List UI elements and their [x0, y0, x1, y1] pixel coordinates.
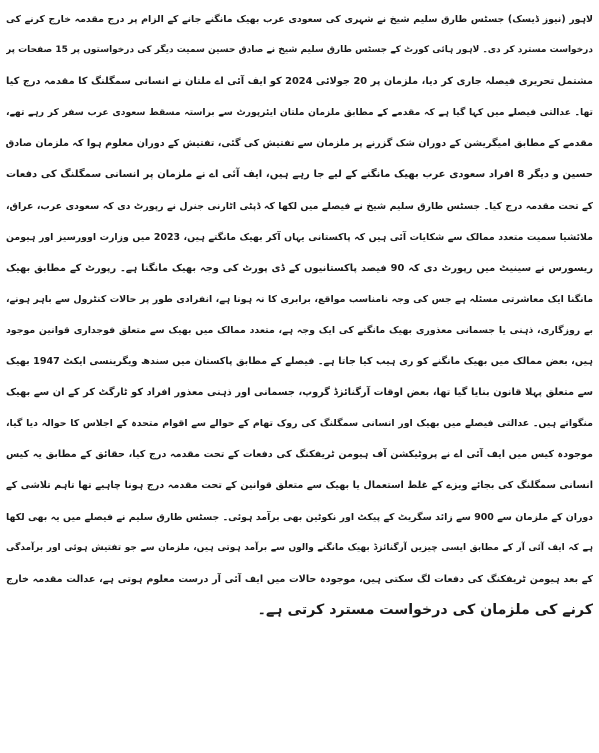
article-line: حسین و دیگر 8 افراد سعودی عرب بھیک مانگنے کے لیے جا رہے ہیں، ایف آئی اے نے ملزمان پر انسانی سمگلنگ کی دفعات [6, 169, 593, 181]
article-line: ملائشیا سمیت متعدد ممالک سے شکایات آئی ہیں کہ پاکستانی یہاں آکر بھیک مانگتے ہیں، 2023 میں وزارت اوورسیز اور ہیومن [6, 231, 593, 243]
article-line: دوران کے ملزمان سے 900 سے زائد سگریٹ کے پیکٹ اور نکوٹین بھی برآمد ہوئی۔ جسٹس طارق سلیم نے فیصلے میں یہ بھی لکھا [6, 511, 593, 523]
article-line: مقدمے کے مطابق امیگریشن کے دوران شک گزرنے پر ملزمان سے تفتیش کی گئی، تفتیش کے دوران معلوم ہوا کہ ملزمان صادق [6, 138, 593, 150]
article-line: لاہور (نیوز ڈیسک) جسٹس طارق سلیم شیخ نے شہری کی سعودی عرب بھیک مانگنے جانے کے الزام پر درج مقدمہ خارج کرنے کی [6, 14, 593, 25]
article-line: بے روزگاری، ذہنی یا جسمانی معذوری بھیک مانگنے کی ایک وجہ ہے، متعدد ممالک میں بھیک سے متعلق فوجداری قوانین موجود [6, 324, 593, 336]
article-line: موجودہ کیس میں ایف آئی اے نے پروٹیکشن آف ہیومن ٹریفکنگ کی دفعات کے تحت مقدمہ درج کیا، حقائق کے مطابق یہ کیس [6, 449, 593, 461]
article-line: ہے کہ ایف آئی آر کے مطابق ایسی چیزیں آرگنائزڈ بھیک مانگنے والوں سے برآمد ہوتی ہیں، ملزمان سے جو تفتیش ہوئی اور برآمدگی [6, 542, 593, 553]
article-line: کرنے کی ملزمان کی درخواست مسترد کرتی ہے۔ [257, 601, 593, 618]
article-line: کے بعد ہیومن ٹریفکنگ کی دفعات لگ سکتی ہیں، موجودہ حالات میں ایف آئی آر درست معلوم ہوتی ہے، عدالت مقدمہ خارج [6, 573, 593, 585]
article-line: انسانی سمگلنگ کی بجائے ویزے کے غلط استعمال یا بھیک سے متعلق قوانین کے تحت مقدمہ درج ہونا چاہیے تھا تاہم تلاشی کے [6, 480, 593, 492]
article-line: ہیں، بعض ممالک میں بھیک مانگنے کو ری ہیب کیا جاتا ہے۔ فیصلے کے مطابق پاکستان میں سندھ ویگرینسی ایکٹ 1947 بھیک [6, 356, 593, 368]
article-line: ریسورس نے سینیٹ میں رپورٹ دی کہ 90 فیصد پاکستانیوں کے ڈی پورٹ کی وجہ بھیک مانگنا ہے۔ رپورٹ کے مطابق بھیک [6, 262, 593, 274]
article-line: تھا۔ عدالتی فیصلے میں کہا گیا ہے کہ مقدمے کے مطابق ملزمان ملتان ایئرپورٹ سے براستہ مسقط سعودی عرب سفر کر رہے تھے، [6, 107, 593, 119]
article-line: سے متعلق پہلا قانون بنایا گیا تھا، بعض اوقات آرگنائزڈ گروپ، جسمانی اور ذہنی معذور افراد کو ٹارگٹ کر کے ان سے بھیک [6, 387, 593, 399]
article-line: مانگنا ایک معاشرتی مسئلہ ہے جس کی وجہ نامناسب مواقع، برابری کا نہ ہونا ہے، انفرادی طور پر حالات کنٹرول سے باہر ہونے، [6, 293, 593, 305]
article-line: درخواست مسترد کر دی۔ لاہور ہائی کورٹ کے جسٹس طارق سلیم شیخ نے صادق حسین سمیت دیگر کی درخواستوں پر 15 صفحات پر [6, 45, 593, 56]
article-line: مشتمل تحریری فیصلہ جاری کر دیا، ملزمان پر 20 جولائی 2024 کو ایف آئی اے ملتان نے انسانی سمگلنگ کا مقدمہ درج کیا [6, 76, 593, 88]
article-line: کے تحت مقدمہ درج کیا۔ جسٹس طارق سلیم شیخ نے فیصلے میں لکھا کہ ڈپٹی اٹارنی جنرل نے رپورٹ دی کہ سعودی عرب، عراق، [6, 200, 593, 212]
article-line: منگواتے ہیں۔ عدالتی فیصلے میں بھیک اور انسانی سمگلنگ کی روک تھام کے حوالے سے اقوام متحدہ کے اجلاس کا حوالہ دیا گیا، [6, 418, 593, 430]
